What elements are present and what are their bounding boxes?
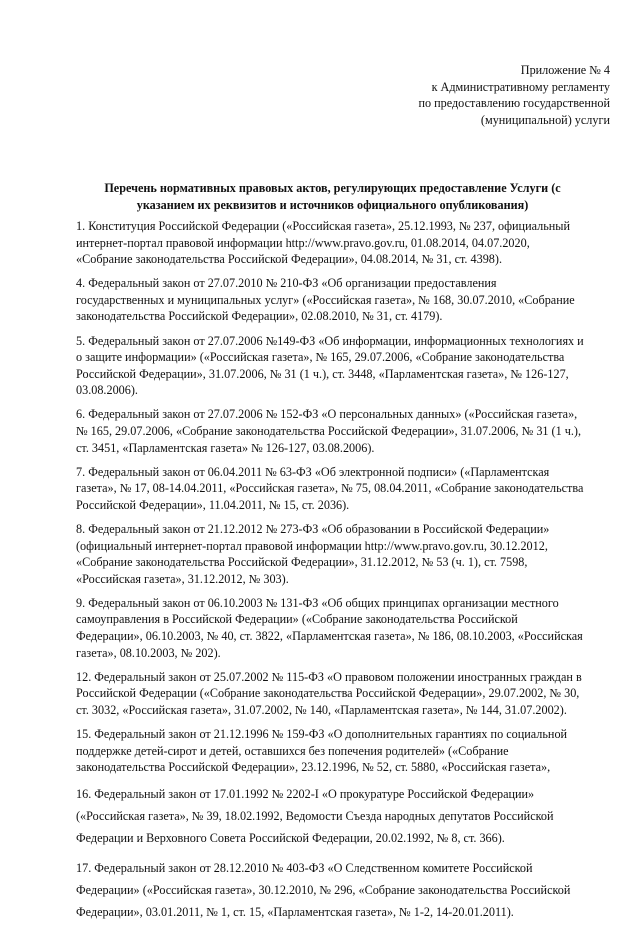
appendix-header [250,62,610,128]
list-item-line: № 165, 29.07.2006, «Собрание законодательства Российской Федерации», 31.07.2006, № 31 (1 ч.), [76,424,582,439]
list-item-line: газета», № 17, 08-14.04.2011, «Российская газета», № 75, 08.04.2011, «Собрание законодательства [76,481,584,496]
list-item-line: самоуправления в Российской Федерации» («Собрание законодательства Российской [76,612,518,627]
list-item [76,464,616,514]
list-item-line: 7. Федеральный закон от 06.04.2011 № 63-ФЗ «Об электронной подписи» («Парламентская [76,464,550,479]
list-item-line: Федерации», 03.01.2011, № 1, ст. 15, «Парламентская газета», № 1-2, 14-20.01.2011). [76,904,514,919]
list-item-line: «Собрание законодательства Российской Федерации», 31.12.2012, № 53 (ч. 1), ст. 7598, [76,555,528,570]
list-item [76,595,616,661]
header-line: (муниципальной) услуги [480,112,610,127]
list-item-line: 6. Федеральный закон от 27.07.2006 № 152-ФЗ «О персональных данных» («Российская газета», [76,407,578,422]
list-item [76,669,616,719]
list-item-line: «Собрание законодательства Российской Федерации», 04.08.2014, № 31, ст. 4398). [76,252,502,267]
list-item-line: поддержке детей-сирот и детей, оставшихся без попечения родителей» («Собрание [76,743,509,758]
header-line: Приложение № 4 [520,63,610,77]
list-item-line: Федерации», 06.10.2003, № 40, ст. 3822, «Парламентская газета», № 186, 08.10.2003, «Российская [76,629,583,644]
list-item-line: государственных и муниципальных услуг» («Российская газета», № 168, 30.07.2010, «Собрание [76,292,575,307]
list-item-line: 8. Федеральный закон от 21.12.2012 № 273-ФЗ «Об образовании в Российской Федерации» [76,522,550,536]
list-item-line: Российской Федерации», 31.07.2006, № 31 (1 ч.), ст. 3448, «Парламентская газета», № 126-127, [76,366,569,381]
list-item-line: интернет-портал правовой информации http://www.pravo.gov.ru, 01.08.2014, 04.07.2020, [76,235,530,250]
list-item-line: законодательства Российской Федерации», 02.08.2010, № 31, ст. 4179). [76,309,443,324]
list-item-line: Федерации и Верховного Совета Российской Федерации, 20.02.1992, № 8, ст. 366). [76,831,505,846]
list-item-line: («Российская газета», № 39, 18.02.1992, Ведомости Съезда народных депутатов Российской [76,809,554,824]
list-item [76,275,616,325]
list-item-line: Федерации» («Российская газета», 30.12.2010, № 296, «Собрание законодательства Российской [76,882,571,897]
document-title [70,180,595,213]
list-item-line: 9. Федеральный закон от 06.10.2003 № 131-ФЗ «Об общих принципах организации местного [76,595,559,610]
list-item [76,783,616,849]
list-item-line: ст. 3451, «Парламентская газета» № 126-127, 03.08.2006). [76,440,375,455]
list-item-line: о защите информации» («Российская газета», № 165, 29.07.2006, «Собрание законодательства [76,350,565,365]
list-item-line: законодательства Российской Федерации», 23.12.1996, № 52, ст. 5880, «Российская газета», [76,760,551,775]
list-item-line: 15. Федеральный закон от 21.12.1996 № 159-ФЗ «О дополнительных гарантиях по социальной [76,727,568,742]
list-item-line: 16. Федеральный закон от 17.01.1992 № 2202-I «О прокуратуре Российской Федерации» [76,787,535,802]
list-item-line: Российской Федерации», 11.04.2011, № 15, ст. 2036). [76,497,350,512]
list-item [76,521,616,587]
list-item-line: 12. Федеральный закон от 25.07.2002 № 115-ФЗ «О правовом положении иностранных граждан в [76,669,582,684]
list-item-line: 17. Федеральный закон от 28.12.2010 № 403-ФЗ «О Следственном комитете Российской [76,860,533,875]
list-item [76,726,616,776]
title-line: указанием их реквизитов и источников официального опубликования) [136,197,529,212]
header-line: к Административному регламенту [431,79,610,94]
header-line: по предоставлению государственной [418,96,610,110]
list-item-line: 5. Федеральный закон от 27.07.2006 №149-ФЗ «Об информации, информационных технологиях и [76,333,584,348]
list-item-line: 1. Конституция Российской Федерации («Российская газета», 25.12.1993, № 237, официальный [76,219,570,233]
list-item-line: газета», 08.10.2003, № 202). [76,645,221,660]
list-item [76,333,616,399]
list-item-line: «Российская газета», 31.12.2012, № 303). [76,571,289,586]
list-item-line: ст. 3032, «Российская газета», 31.07.2002, № 140, «Парламентская газета», № 144, 31.07.2002). [76,702,567,717]
legal-acts-list [76,218,616,930]
list-item-line: 03.08.2006). [76,383,138,398]
list-item-line: Российской Федерации («Собрание законодательства Российской Федерации», 29.07.2002, № 30, [76,686,580,701]
list-item [76,857,616,923]
list-item [76,406,616,456]
list-item-line: (официальный интернет-портал правовой информации http://www.pravo.gov.ru, 30.12.2012, [76,538,548,553]
list-item [76,218,616,268]
title-line: Перечень нормативных правовых актов, регулирующих предоставление Услуги (с [104,181,561,195]
list-item-line: 4. Федеральный закон от 27.07.2010 № 210-ФЗ «Об организации предоставления [76,276,497,291]
